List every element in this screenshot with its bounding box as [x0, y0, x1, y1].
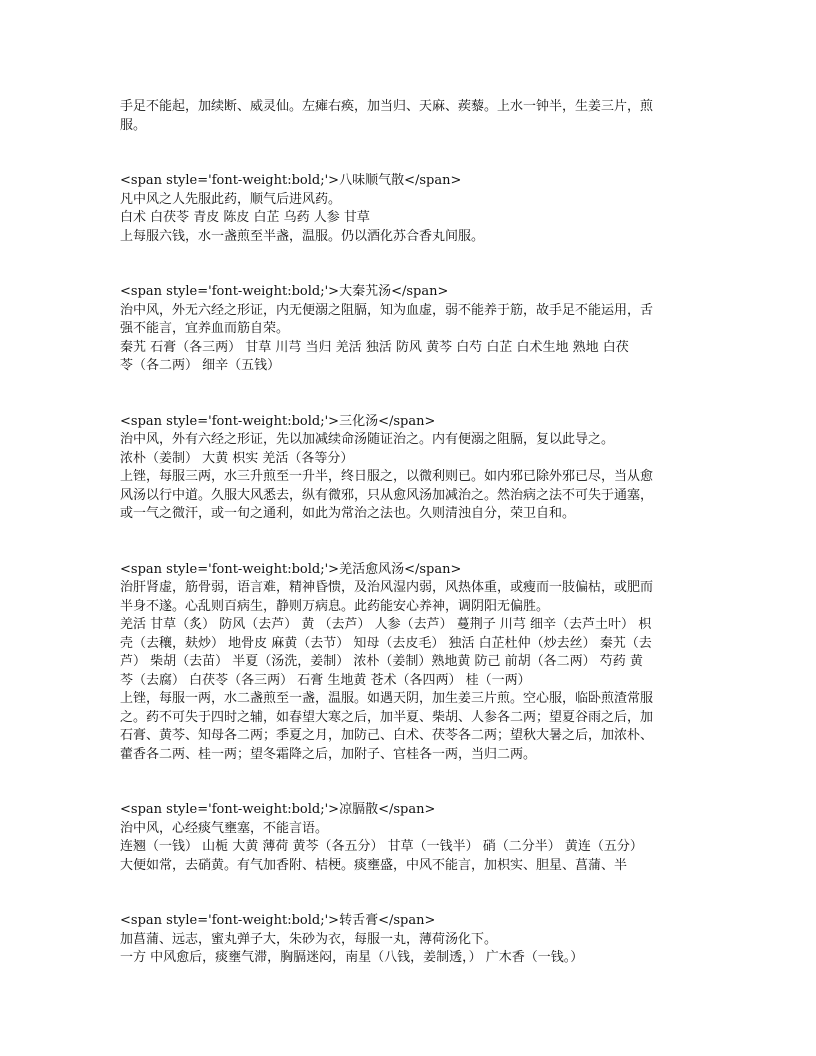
text-line: 之。药不可失于四时之辅，如春望大寒之后，加半夏、柴胡、人参各二两；望夏谷雨之后，加 [120, 709, 654, 725]
section-title: <span style='font-weight:bold;'>羌活愈风汤</span> [120, 561, 462, 577]
text-line: 治中风，外无六经之形证，内无便溺之阻膈，知为血虚，弱不能养于筋，故手足不能运用，舌 [120, 302, 654, 318]
text-line: 治中风，心经痰气壅塞，不能言语。 [120, 820, 329, 836]
text-line: 羌活 甘草（炙） 防风（去芦） 黄 （去芦） 人参（去芦） 蔓荆子 川芎 细辛（去芦土叶） 枳 [120, 617, 652, 632]
text-line: 服。 [120, 117, 147, 133]
text-line: 加菖蒲、远志，蜜丸弹子大，朱砂为衣，每服一丸，薄荷汤化下。 [120, 931, 498, 947]
text-line: 大便如常，去硝黄。有气加香附、桔梗。痰壅盛，中风不能言，加枳实、胆星、菖蒲、半 [120, 857, 628, 873]
text-line: 手足不能起，加续断、威灵仙。左瘫右痪，加当归、天麻、蒺藜。上水一钟半，生姜三片，煎 [120, 99, 654, 114]
text-line: 治肝肾虚，筋骨弱，语言难，精神昏愦，及治风湿内弱，风热体重，或瘦而一肢偏枯，或肥而 [120, 580, 654, 595]
text-line: 秦艽 石膏（各三两） 甘草 川芎 当归 羌活 独活 防风 黄芩 白芍 白芷 白术生地 熟地 白茯 [120, 339, 629, 355]
text-line: 藿香各二两、桂一两；望冬霜降之后，加附子、官桂各一两，当归二两。 [120, 746, 537, 762]
text-line: 上锉，每服一两，水二盏煎至一盏，温服。如遇天阴，加生姜三片煎。空心服，临卧煎渣常服 [120, 691, 654, 706]
section-qianghuo [120, 561, 700, 765]
section-daqin [120, 283, 700, 376]
text-line: 壳（去穰，麸炒） 地骨皮 麻黄（去节） 知母（去皮毛） 独活 白芷杜仲（炒去丝） 秦艽（去 [120, 635, 652, 651]
section-sanhua [120, 413, 700, 524]
section-liangge [120, 801, 700, 875]
text-line: 治中风，外有六经之形证，先以加减续命汤随证治之。内有便溺之阻膈，复以此导之。 [120, 432, 615, 447]
text-line: 上锉，每服三两，水三升煎至一升半，终日服之，以微利则已。如内邪已除外邪已尽，当从愈 [120, 469, 654, 484]
text-line: 凡中风之人先服此药，顺气后进风药。 [120, 191, 342, 207]
text-line: 一方 中风愈后，痰壅气滞，胸膈迷闷，南星（八钱，姜制透，） 广木香（一钱。） [120, 950, 584, 965]
document-page [120, 98, 700, 968]
text-line: 芦） 柴胡（去苗） 半夏（汤洗，姜制） 浓朴（姜制）熟地黄 防己 前胡（各二两） 芍药 黄 [120, 654, 643, 669]
text-line: 白术 白茯苓 青皮 陈皮 白芷 乌药 人参 甘草 [120, 210, 370, 225]
text-line: 浓朴（姜制） 大黄 枳实 羌活（各等分） [120, 450, 354, 466]
section-bawei [120, 172, 700, 246]
section-title: <span style='font-weight:bold;'>三化汤</span> [120, 413, 436, 429]
section-zhuanshe [120, 912, 700, 968]
text-line: 上每服六钱，水一盏煎至半盏，温服。仍以酒化苏合香丸间服。 [120, 228, 485, 244]
section-title: <span style='font-weight:bold;'>八味顺气散</span> [120, 173, 462, 188]
intro-paragraph [120, 98, 700, 135]
text-line: 半身不遂。心乱则百病生，静则万病息。此药能安心养神，调阴阳无偏胜。 [120, 598, 550, 614]
text-line: 连翘（一钱） 山栀 大黄 薄荷 黄芩（各五分） 甘草（一钱半） 硝（二分半） 黄连（五分） [120, 839, 643, 854]
section-title: <span style='font-weight:bold;'>转舌膏</span> [120, 913, 436, 928]
section-title: <span style='font-weight:bold;'>大秦艽汤</span> [120, 284, 449, 299]
text-line: 强不能言，宜养血而筋自荣。 [120, 321, 290, 336]
text-line: 或一气之微汗，或一旬之通利，如此为常治之法也。久则清浊自分，荣卫自和。 [120, 506, 576, 521]
text-line: 石膏、黄芩、知母各二两；季夏之月，加防己、白术、茯苓各二两；望秋大暑之后，加浓朴、 [120, 728, 654, 743]
text-line: 苓（各二两） 细辛（五钱） [120, 358, 281, 373]
text-line: 风汤以行中道。久服大风悉去，纵有微邪，只从愈风汤加减治之。然治病之法不可失于通塞， [120, 487, 654, 503]
section-title: <span style='font-weight:bold;'>凉膈散</span> [120, 802, 436, 817]
text-line: 芩（去腐） 白茯苓（各三两） 石膏 生地黄 苍术（各四两） 桂（一两） [120, 672, 531, 688]
